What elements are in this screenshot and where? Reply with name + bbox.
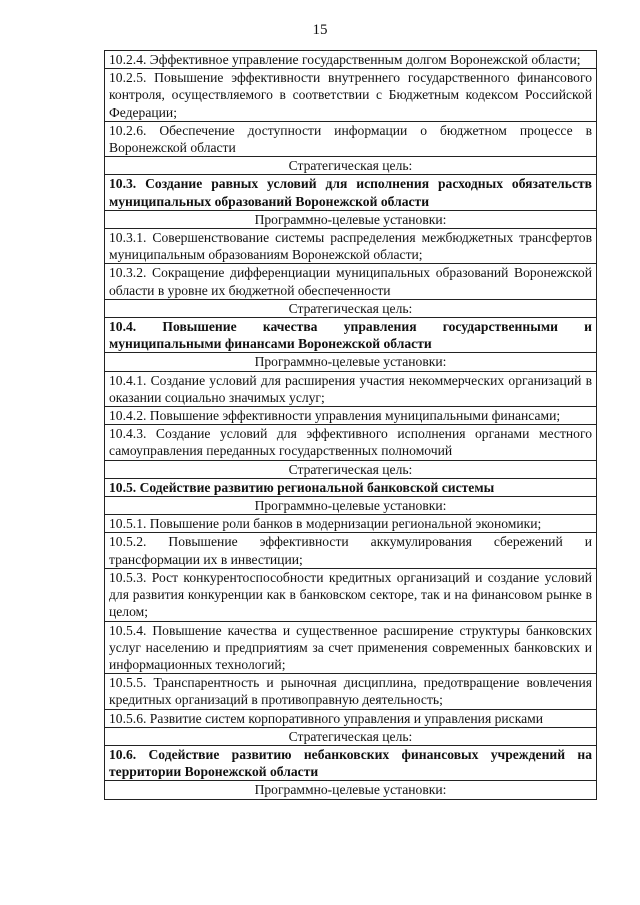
table-row	[105, 318, 597, 353]
table-row	[105, 478, 597, 496]
table-row	[105, 460, 597, 478]
strategic-goal: 10.5. Содействие развитию региональной банковской системы	[105, 478, 597, 496]
target-item: 10.2.6. Обеспечение доступности информации о бюджетном процессе в Воронежской области	[105, 121, 597, 156]
table-row	[105, 727, 597, 745]
table-row	[105, 674, 597, 709]
section-heading: Стратегическая цель:	[105, 460, 597, 478]
section-heading: Программно-целевые установки:	[105, 781, 597, 799]
table-row	[105, 533, 597, 568]
table-row	[105, 781, 597, 799]
section-heading: Программно-целевые установки:	[105, 353, 597, 371]
table-row	[105, 210, 597, 228]
table-row	[105, 69, 597, 122]
target-item: 10.4.3. Создание условий для эффективного исполнения органами местного самоуправления переданных государственных полномочий	[105, 425, 597, 460]
strategic-goal: 10.6. Содействие развитию небанковских финансовых учреждений на территории Воронежской области	[105, 745, 597, 780]
table-row	[105, 157, 597, 175]
target-item: 10.5.2. Повышение эффективности аккумулирования сбережений и трансформации их в инвестиции;	[105, 533, 597, 568]
target-item: 10.5.5. Транспарентность и рыночная дисциплина, предотвращение вовлечения кредитных организаций в противоправную деятельность;	[105, 674, 597, 709]
table-row	[105, 425, 597, 460]
table-row	[105, 175, 597, 210]
strategic-goal: 10.4. Повышение качества управления государственными и муниципальными финансами Воронежской области	[105, 318, 597, 353]
section-heading: Стратегическая цель:	[105, 299, 597, 317]
table-row	[105, 51, 597, 69]
table-row	[105, 121, 597, 156]
table-row	[105, 568, 597, 621]
page-number: 15	[312, 22, 328, 38]
strategy-table	[104, 50, 597, 800]
section-heading: Стратегическая цель:	[105, 157, 597, 175]
section-heading: Стратегическая цель:	[105, 727, 597, 745]
target-item: 10.2.5. Повышение эффективности внутреннего государственного финансового контроля, осуществляемого в соответствии с Бюджетным кодексом Российской Федерации;	[105, 69, 597, 122]
strategic-goal: 10.3. Создание равных условий для исполнения расходных обязательств муниципальных образований Воронежской области	[105, 175, 597, 210]
table-row	[105, 515, 597, 533]
target-item: 10.4.1. Создание условий для расширения участия некоммерческих организаций в оказании социально значимых услуг;	[105, 371, 597, 406]
table-row	[105, 229, 597, 264]
table-row	[105, 407, 597, 425]
target-item: 10.3.2. Сокращение дифференциации муниципальных образований Воронежской области в уровне их бюджетной обеспеченности	[105, 264, 597, 299]
target-item: 10.5.1. Повышение роли банков в модернизации региональной экономики;	[105, 515, 597, 533]
table-row	[105, 709, 597, 727]
target-item: 10.2.4. Эффективное управление государственным долгом Воронежской области;	[105, 51, 597, 69]
table-row	[105, 745, 597, 780]
target-item: 10.4.2. Повышение эффективности управления муниципальными финансами;	[105, 407, 597, 425]
target-item: 10.5.4. Повышение качества и существенное расширение структуры банковских услуг населению и предприятиям за счет применения современных банковских и информационных технологий;	[105, 621, 597, 674]
table-row	[105, 371, 597, 406]
target-item: 10.5.6. Развитие систем корпоративного управления и управления рисками	[105, 709, 597, 727]
table-row	[105, 497, 597, 515]
strategy-table-body	[105, 51, 597, 800]
target-item: 10.3.1. Совершенствование системы распределения межбюджетных трансфертов муниципальным образованиям Воронежской области;	[105, 229, 597, 264]
table-row	[105, 264, 597, 299]
target-item: 10.5.3. Рост конкурентоспособности кредитных организаций и создание условий для развития конкуренции как в банковском секторе, так и на финансовом рынке в целом;	[105, 568, 597, 621]
table-row	[105, 621, 597, 674]
section-heading: Программно-целевые установки:	[105, 210, 597, 228]
section-heading: Программно-целевые установки:	[105, 497, 597, 515]
table-row	[105, 353, 597, 371]
table-row	[105, 299, 597, 317]
